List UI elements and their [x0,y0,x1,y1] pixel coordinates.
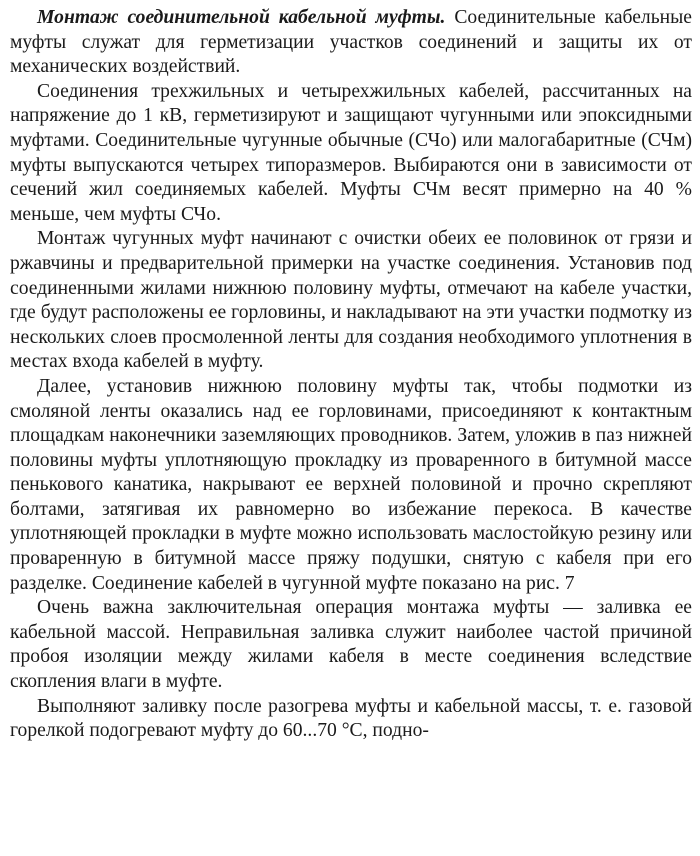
paragraph-2: Соединения трехжильных и четырехжильных кабелей, рассчитанных на напряжение до 1 кВ, герметизируют и защищают чугунными или эпоксидными муфтами. Соединительные чугунные обычные (СЧо) или малогабаритные (СЧм) муфты выпускаются четырех типоразмеров. Выбираются они в зависимости от сечений жил соединяемых кабелей. Муфты СЧм весят примерно на 40 % меньше, чем муфты СЧо. [10,80,692,225]
paragraph-1 [10,6,692,80]
paragraph-4: Далее, установив нижнюю половину муфты так, чтобы подмотки из смоляной ленты оказались над ее горловинами, присоединяют к контактным площадкам наконечники заземляющих проводников. Затем, уложив в паз нижней половины муфты уплотняющую прокладку из проваренного в битумной массе пенькового канатика, накрывают ее верхней половиной и прочно скрепляют болтами, затягивая их равномерно во избежание перекоса. В качестве уплотняющей прокладки в муфте можно использовать маслостойкую резину или проваренную в битумной массе пряжу подушки, снятую с кабеля при его разделке. Соединение кабелей в чугунной муфте показано на рис. 7 [10,375,692,594]
paragraph-3: Монтаж чугунных муфт начинают с очистки обеих ее половинок от грязи и ржавчины и предварительной примерки на участке соединения. Установив под соединенными жилами нижнюю половину муфты, отмечают на кабеле участки, где будут расположены ее горловины, и накладывают на эти участки подмотку из нескольких слоев просмоленной ленты для создания необходимого уплотнения в местах входа кабелей в муфту. [10,228,692,373]
paragraph-6: Выполняют заливку после разогрева муфты и кабельной массы, т. е. газовой горелкой подогревают муфту до 60...70 °С, подно- [10,695,692,742]
section-heading: Монтаж соединительной кабельной муфты. [37,7,446,28]
paragraph-5: Очень важна заключительная операция монтажа муфты — заливка ее кабельной массой. Неправильная заливка служит наиболее частой причиной пробоя изоляции между жилами кабеля в месте соединения вследствие скопления влаги в муфте. [10,597,692,693]
paragraph-1-text: Соединительные кабельные муфты служат для герметизации участков соединений и защиты их от механических воздействий. [10,7,692,78]
